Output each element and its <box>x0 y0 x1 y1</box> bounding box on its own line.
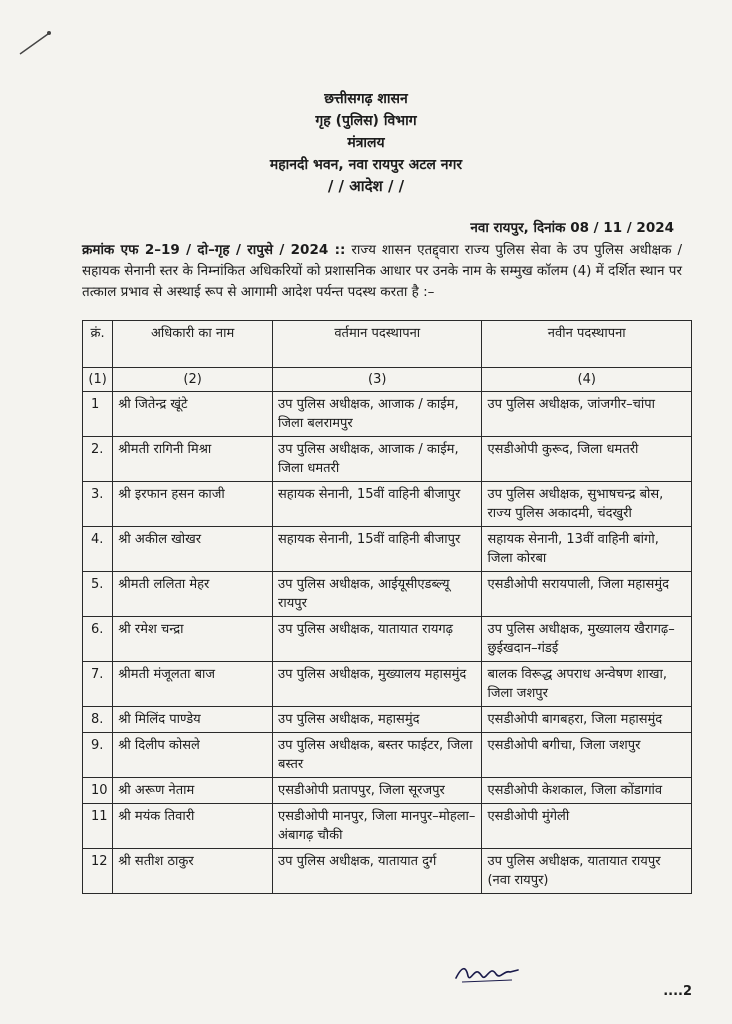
row-officer-name: श्रीमती रागिनी मिश्रा <box>113 437 273 482</box>
table-row <box>83 804 692 849</box>
row-officer-name: श्रीमती मंजूलता बाज <box>113 662 273 707</box>
row-new-posting: उप पुलिस अधीक्षक, यातायात रायपुर (नवा रायपुर) <box>482 849 692 894</box>
row-current-posting: उप पुलिस अधीक्षक, महासमुंद <box>273 707 482 733</box>
table-row <box>83 733 692 778</box>
row-officer-name: श्री रमेश चन्द्रा <box>113 617 273 662</box>
table-row <box>83 617 692 662</box>
row-new-posting: सहायक सेनानी, 13वीं वाहिनी बांगो, जिला कोरबा <box>482 527 692 572</box>
row-new-posting: उप पुलिस अधीक्षक, मुख्यालय खैरागढ़–छुईखदान–गंडई <box>482 617 692 662</box>
row-current-posting: उप पुलिस अधीक्षक, आजाक / काईम, जिला धमतरी <box>273 437 482 482</box>
row-officer-name: श्री मिलिंद पाण्डेय <box>113 707 273 733</box>
table-row <box>83 849 692 894</box>
header-ministry: मंत्रालय <box>347 135 385 151</box>
row-new-posting: उप पुलिस अधीक्षक, जांजगीर–चांपा <box>482 392 692 437</box>
row-serial: 7. <box>83 662 113 707</box>
row-serial: 5. <box>83 572 113 617</box>
row-new-posting: एसडीओपी बागबहरा, जिला महासमुंद <box>482 707 692 733</box>
header-government: छत्तीसगढ़ शासन <box>324 91 408 107</box>
column-number: (3) <box>273 368 482 392</box>
row-current-posting: एसडीओपी मानपुर, जिला मानपुर–मोहला–अंबागढ़ चौकी <box>273 804 482 849</box>
row-current-posting: उप पुलिस अधीक्षक, बस्तर फाईटर, जिला बस्तर <box>273 733 482 778</box>
row-new-posting: एसडीओपी सरायपाली, जिला महासमुंद <box>482 572 692 617</box>
row-officer-name: श्री मयंक तिवारी <box>113 804 273 849</box>
row-new-posting: बालक विरूद्ध अपराध अन्वेषण शाखा, जिला जशपुर <box>482 662 692 707</box>
row-serial: 10 <box>83 778 113 804</box>
document-header <box>0 88 732 176</box>
row-current-posting: सहायक सेनानी, 15वीं वाहिनी बीजापुर <box>273 482 482 527</box>
row-current-posting: उप पुलिस अधीक्षक, यातायात रायगढ़ <box>273 617 482 662</box>
page-continuation-marker: ....2 <box>663 984 692 999</box>
table-row <box>83 527 692 572</box>
row-officer-name: श्रीमती ललिता मेहर <box>113 572 273 617</box>
row-serial: 11 <box>83 804 113 849</box>
row-current-posting: एसडीओपी प्रतापपुर, जिला सूरजपुर <box>273 778 482 804</box>
row-new-posting: एसडीओपी मुंगेली <box>482 804 692 849</box>
table-row <box>83 572 692 617</box>
table-row <box>83 662 692 707</box>
column-number: (1) <box>83 368 113 392</box>
row-serial: 2. <box>83 437 113 482</box>
row-current-posting: उप पुलिस अधीक्षक, आजाक / काईम, जिला बलरामपुर <box>273 392 482 437</box>
row-current-posting: उप पुलिस अधीक्षक, आईयूसीएडब्ल्यू रायपुर <box>273 572 482 617</box>
order-reference-number: क्रमांक एफ 2–19 / दो–गृह / रापुसे / 2024 :: <box>82 242 346 258</box>
table-header-row <box>83 321 692 368</box>
row-serial: 3. <box>83 482 113 527</box>
column-number-row <box>83 368 692 392</box>
row-new-posting: एसडीओपी बगीचा, जिला जशपुर <box>482 733 692 778</box>
row-current-posting: उप पुलिस अधीक्षक, मुख्यालय महासमुंद <box>273 662 482 707</box>
column-number: (4) <box>482 368 692 392</box>
row-current-posting: उप पुलिस अधीक्षक, यातायात दुर्ग <box>273 849 482 894</box>
row-officer-name: श्री अरूण नेताम <box>113 778 273 804</box>
pen-stroke-mark <box>18 28 54 56</box>
row-officer-name: श्री दिलीप कोसले <box>113 733 273 778</box>
row-serial: 8. <box>83 707 113 733</box>
row-serial: 4. <box>83 527 113 572</box>
table-row <box>83 437 692 482</box>
row-officer-name: श्री इरफान हसन काजी <box>113 482 273 527</box>
row-serial: 1 <box>83 392 113 437</box>
handwritten-signature <box>452 960 522 986</box>
header-officer-name: अधिकारी का नाम <box>113 321 273 368</box>
row-serial: 9. <box>83 733 113 778</box>
column-number: (2) <box>113 368 273 392</box>
order-intro-text: राज्य शासन एतद्द्वारा राज्य पुलिस सेवा के उप पुलिस अधीक्षक / सहायक सेनानी स्तर के निम्नांकित अधिकरियों को प्रशासनिक आधार पर उनके नाम के सम्मुख कॉलम (4) में दर्शित स्थान पर तत्काल प्रभाव से अस्थाई रूप से आगामी आदेश पर्यन्त पदस्थ करता है :– <box>82 242 683 300</box>
order-intro <box>82 240 682 303</box>
table-row <box>83 778 692 804</box>
posting-table <box>82 320 692 894</box>
table-row <box>83 707 692 733</box>
row-officer-name: श्री सतीश ठाकुर <box>113 849 273 894</box>
header-address: महानदी भवन, नवा रायपुर अटल नगर <box>269 157 463 173</box>
row-serial: 6. <box>83 617 113 662</box>
row-new-posting: एसडीओपी केशकाल, जिला कोंडागांव <box>482 778 692 804</box>
table-row <box>83 392 692 437</box>
header-serial: क्रं. <box>83 321 113 368</box>
row-new-posting: एसडीओपी कुरूद, जिला धमतरी <box>482 437 692 482</box>
row-officer-name: श्री अकील खोखर <box>113 527 273 572</box>
header-new-posting: नवीन पदस्थापना <box>482 321 692 368</box>
header-department: गृह (पुलिस) विभाग <box>315 113 417 129</box>
row-serial: 12 <box>83 849 113 894</box>
order-heading: / / आदेश / / <box>327 177 405 195</box>
row-officer-name: श्री जितेन्द्र खूंटे <box>113 392 273 437</box>
order-dateline: नवा रायपुर, दिनांक 08 / 11 / 2024 <box>470 220 674 236</box>
row-current-posting: सहायक सेनानी, 15वीं वाहिनी बीजापुर <box>273 527 482 572</box>
row-new-posting: उप पुलिस अधीक्षक, सुभाषचन्द्र बोस, राज्य पुलिस अकादमी, चंदखुरी <box>482 482 692 527</box>
header-current-posting: वर्तमान पदस्थापना <box>273 321 482 368</box>
table-row <box>83 482 692 527</box>
